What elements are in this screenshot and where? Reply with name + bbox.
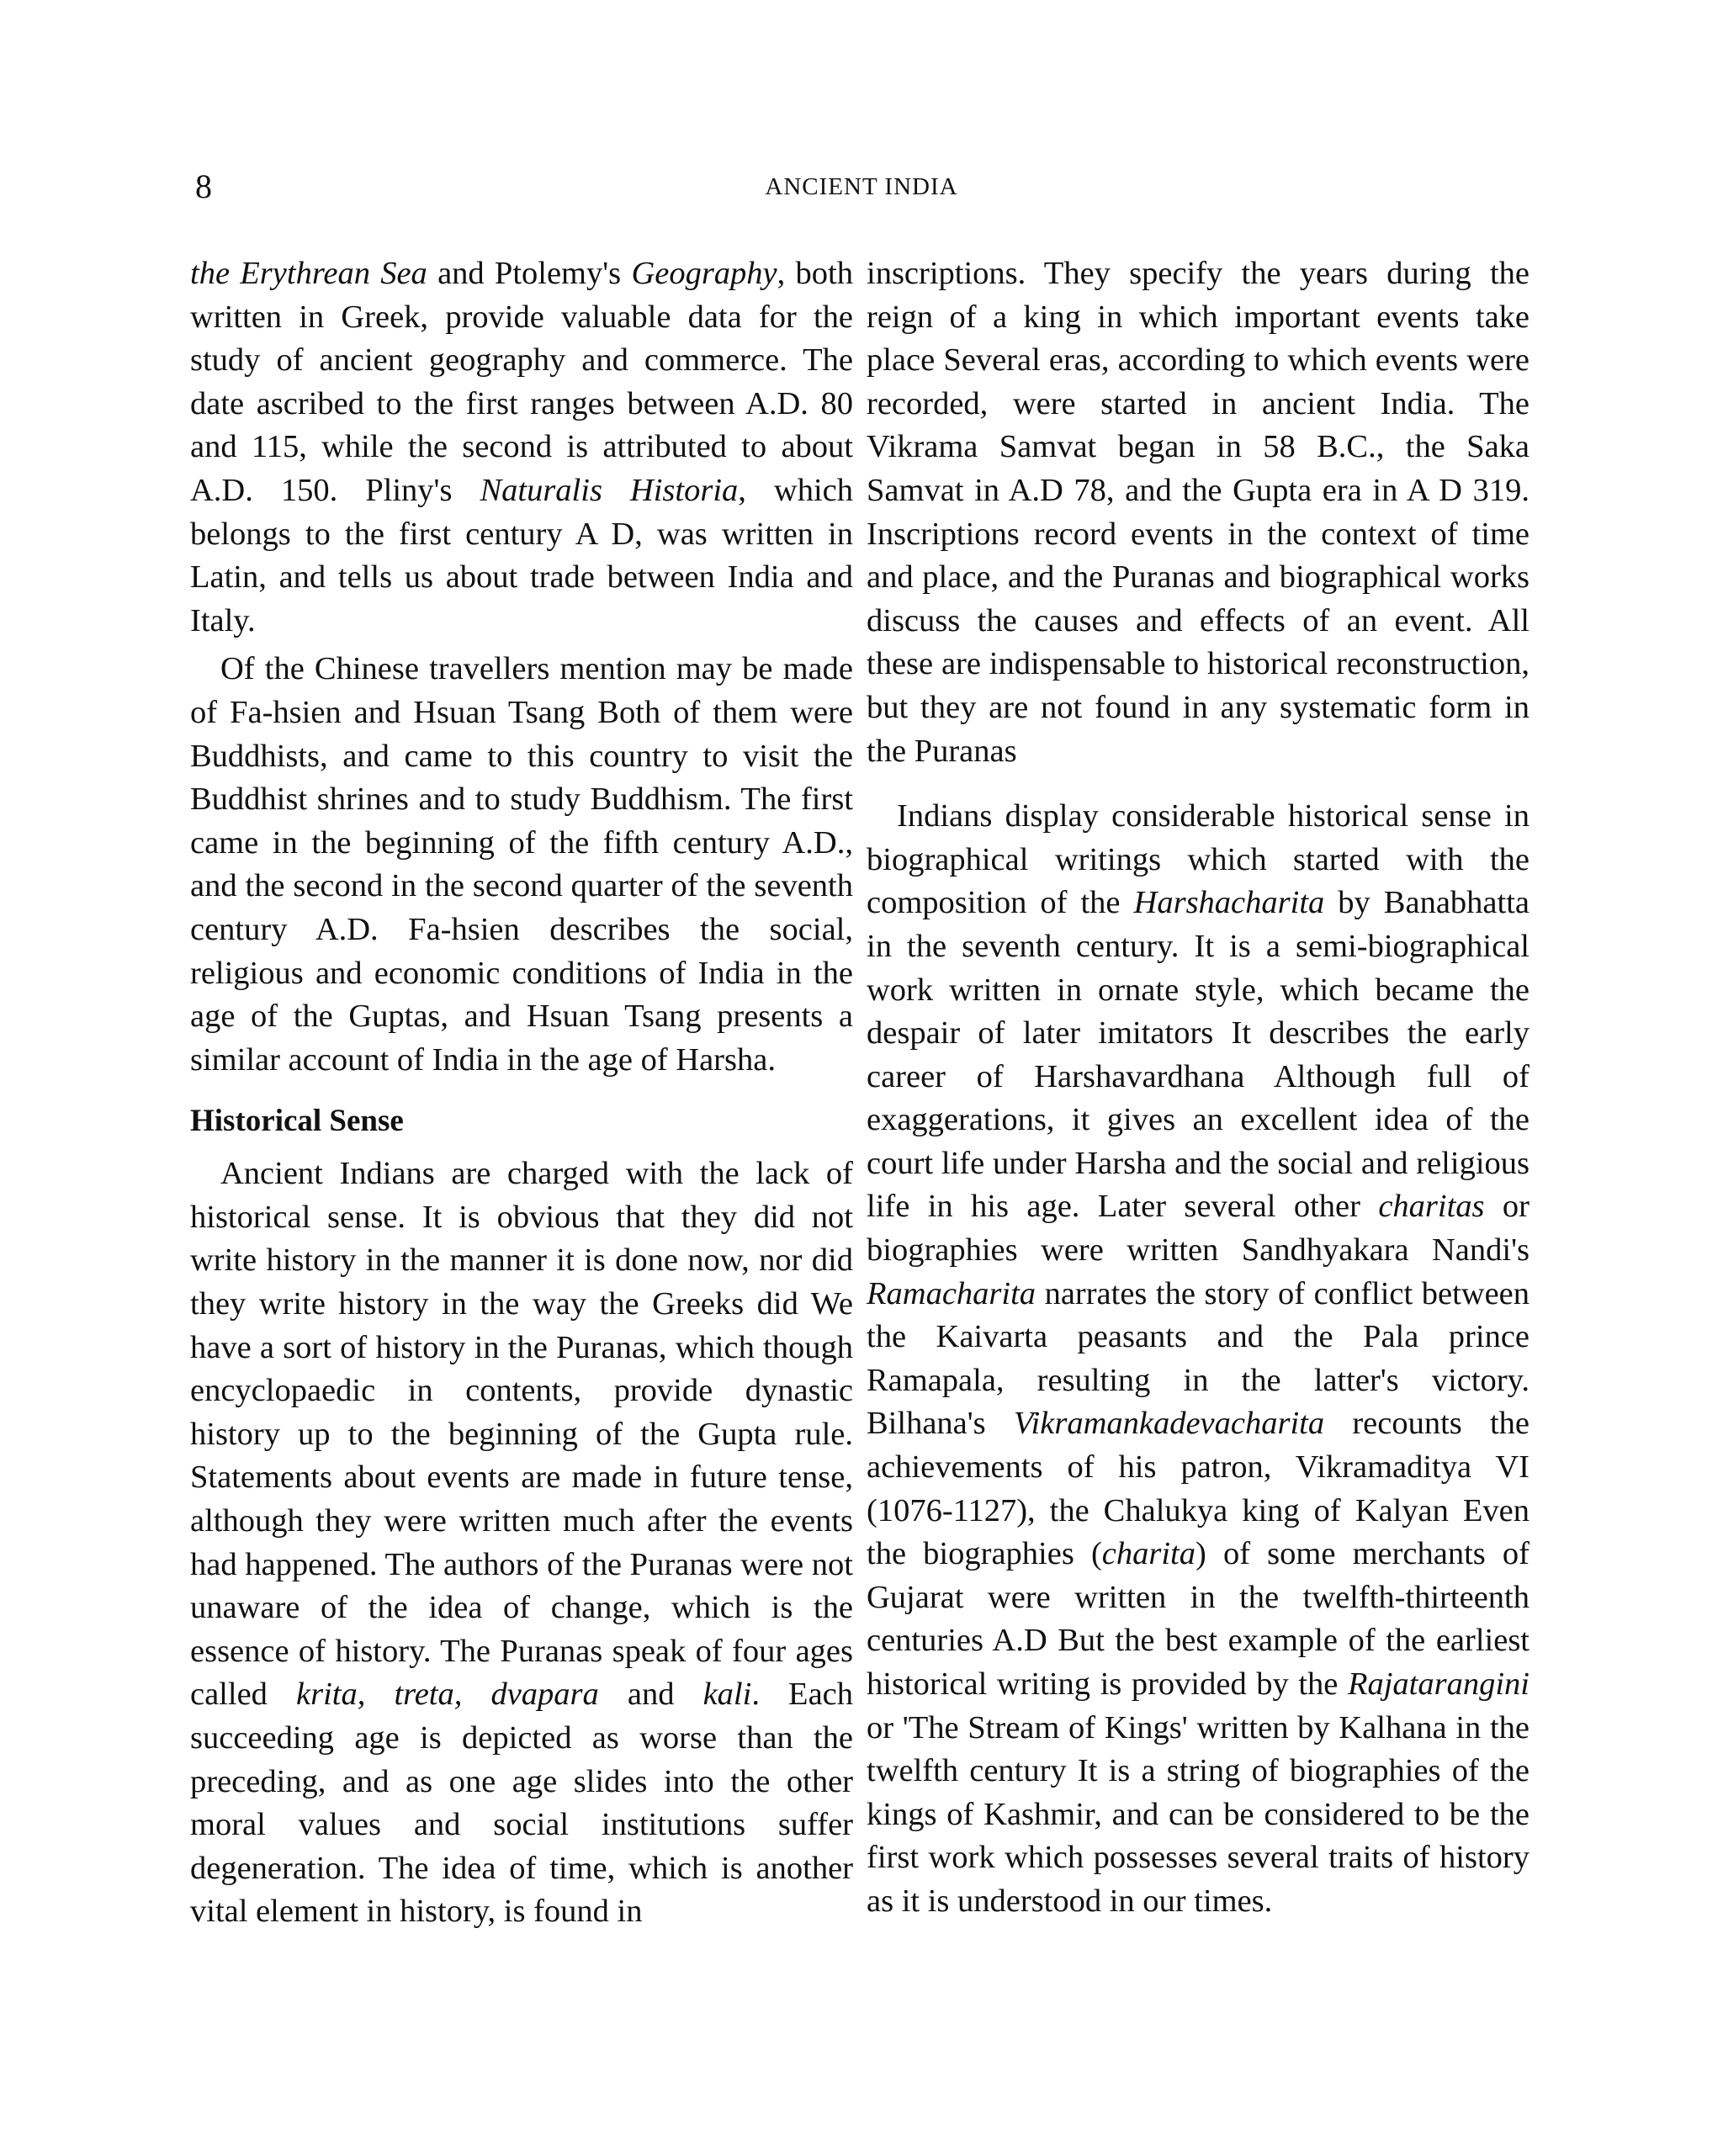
right-paragraph-2: Indians display considerable historical sense in biographical writings which started with the composition of the Harshacharita by Banabhatta in the seventh century. It is a semi-biographical work written in ornate style, which became the despair of later imitators It describes the early career of Harshavardhana Although full of exaggerations, it gives an excellent idea of the court life under Harsha and the social and religious life in his age. Later several other charitas or biographies were written Sandhyakara Nandi's Ramacharita narrates the story of conflict between the Kaivarta peasants and the Pala prince Ramapala, resulting in the latter's victory. Bilhana's Vikramankadevacharita recounts the achievements of his patron, Vikramaditya VI (1076-1127), the Chalukya king of Kalyan Even the biographies (charita) of some merchants of Gujarat were written in the twelfth-thirteenth centuries A.D But the best example of the earliest historical writing is provided by the Rajatarangini or 'The Stream of Kings' written by Kalhana in the twelfth century It is a string of biographies of the kings of Kashmir, and can be considered to be the first work which possesses several traits of history as it is understood in our times. [867, 798, 1529, 1919]
right-column [867, 252, 1529, 1924]
running-head: ANCIENT INDIA [765, 173, 958, 200]
left-column [190, 252, 853, 1934]
left-paragraph-3: Ancient Indians are charged with the lack of historical sense. It is obvious that they did not write history in the manner it is done now, nor did they write history in the way the Greeks did We have a sort of history in the Puranas, which though encyclopaedic in contents, provide dynastic history up to the beginning of the Gupta rule. Statements about events are made in future tense, although they were written much after the events had happened. The authors of the Puranas were not unaware of the idea of change, which is the essence of history. The Puranas speak of four ages called krita, treta, dvapara and kali. Each succeeding age is depicted as worse than the preceding, and as one age slides into the other moral values and social institutions suffer degeneration. The idea of time, which is another vital element in history, is found in [190, 1156, 853, 1930]
right-paragraph-1: inscriptions. They specify the years during the reign of a king in which important events take place Several eras, according to which events were recorded, were started in ancient India. The Vikrama Samvat began in 58 B.C., the Saka Samvat in A.D 78, and the Gupta era in A D 319. Inscriptions record events in the context of time and place, and the Puranas and biographical works discuss the causes and effects of an event. All these are indispensable to historical reconstruction, but they are not found in any systematic form in the Puranas [867, 256, 1529, 769]
section-heading: Historical Sense [190, 1104, 404, 1139]
page-number: 8 [195, 167, 212, 205]
left-paragraph-2: Of the Chinese travellers mention may be made of Fa-hsien and Hsuan Tsang Both of them were Buddhists, and came to this country to visit the Buddhist shrines and to study Buddhism. The first came in the beginning of the fifth century A.D., and the second in the second quarter of the seventh century A.D. Fa-hsien describes the social, religious and economic conditions of India in the age of the Guptas, and Hsuan Tsang presents a similar account of India in the age of Harsha. [190, 651, 853, 1078]
left-paragraph-1: the Erythrean Sea and Ptolemy's Geography, both written in Greek, provide valuable data for the study of ancient geography and commerce. The date ascribed to the first ranges between A.D. 80 and 115, while the second is attributed to about A.D. 150. Pliny's Naturalis Historia, which belongs to the first century A D, was written in Latin, and tells us about trade between India and Italy. [190, 256, 854, 638]
